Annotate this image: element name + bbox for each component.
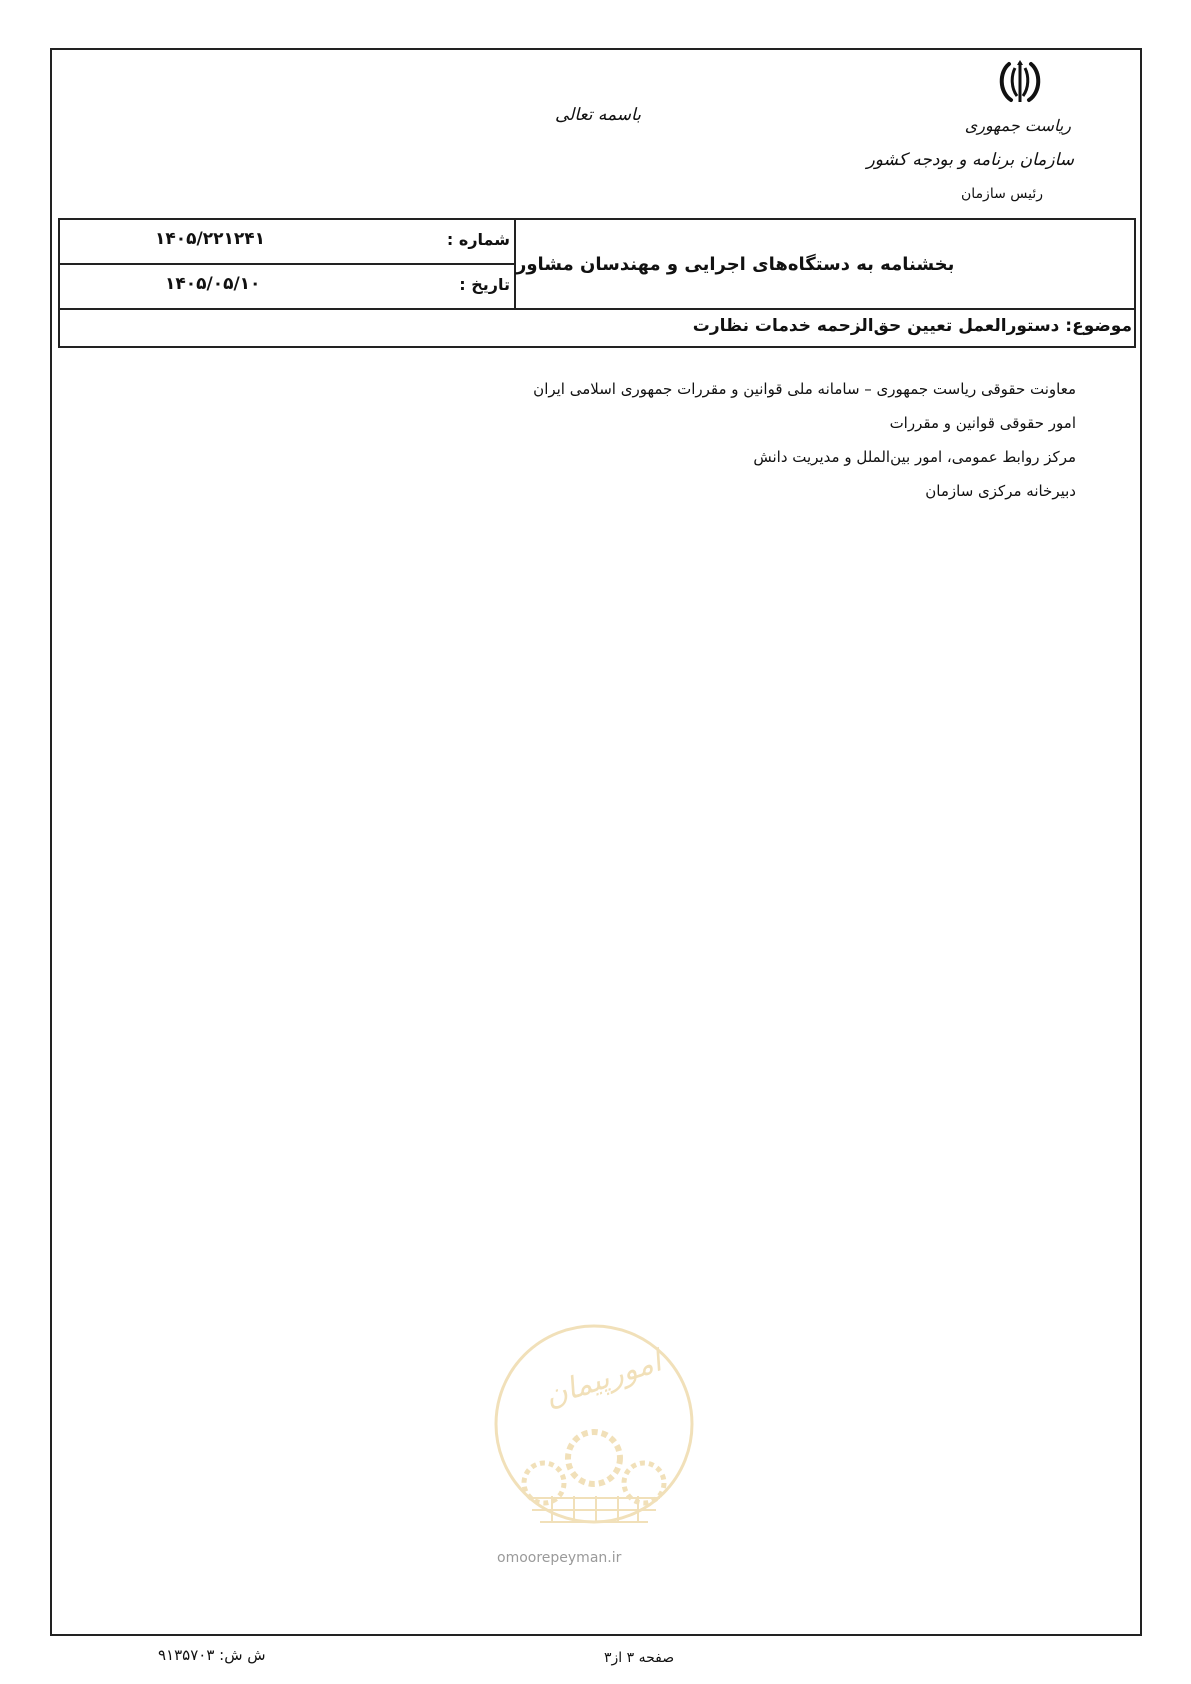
iran-emblem-icon <box>995 58 1045 108</box>
list-item: امور حقوقی قوانین و مقررات <box>889 414 1076 432</box>
bismillah: باسمه تعالی <box>555 105 641 125</box>
letter-info-box <box>58 218 1136 348</box>
svg-text:امورپیمان: امورپیمان <box>540 1343 666 1415</box>
org-line-organization: سازمان برنامه و بودجه کشور <box>866 150 1074 170</box>
watermark-logo-icon <box>488 1318 700 1558</box>
watermark-url: omoorepeyman.ir <box>497 1550 622 1566</box>
number-label: شماره : <box>446 230 510 249</box>
recipients-list <box>376 372 1076 508</box>
number-value: ۱۴۰۵/۲۲۱۲۴۱ <box>155 229 265 249</box>
footer-page-number: صفحه ۳ از۳ <box>604 1650 675 1666</box>
org-line-presidency: ریاست جمهوری <box>964 116 1071 135</box>
divider <box>60 263 514 265</box>
circular-title <box>516 220 1006 308</box>
list-item: مرکز روابط عمومی، امور بین‌الملل و مدیریت دانش <box>753 448 1076 466</box>
circular-title-text: بخشنامه به دستگاه‌های اجرایی و مهندسان مشاور <box>516 253 955 275</box>
date-label: تاریخ : <box>459 275 510 294</box>
divider <box>60 308 1134 310</box>
org-line-head: رئیس سازمان <box>961 186 1043 202</box>
list-item: معاونت حقوقی ریاست جمهوری – سامانه ملی قوانین و مقررات جمهوری اسلامی ایران <box>533 380 1076 398</box>
date-value: ۱۴۰۵/۰۵/۱۰ <box>165 274 261 294</box>
footer-tracking-code: ش ش: ۹۱۳۵۷۰۳ <box>158 1646 266 1664</box>
list-item: دبیرخانه مرکزی سازمان <box>925 482 1076 500</box>
subject-line: موضوع: دستورالعمل تعیین حق‌الزحمه خدمات نظارت <box>692 316 1132 336</box>
